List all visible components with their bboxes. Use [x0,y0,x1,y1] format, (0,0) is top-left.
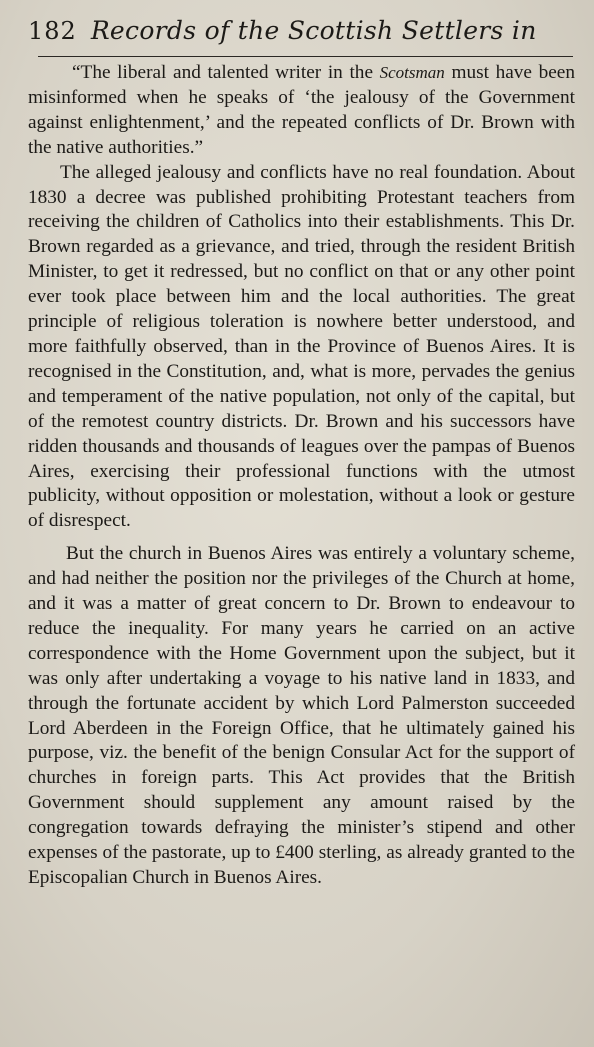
paragraph-toleration: The alleged jealousy and conflicts have no real foundation. About 1830 a decree was published prohibiting Protestant teachers from receiving the children of Catholics into their establishments. This Dr. Brown regarded as a grievance, and tried, through the resident British Minister, to get it redressed, but no conflict on that or any other point ever took place between him and the local authorities. The great principle of religious toleration is nowhere better understood, and more faithfully observed, than in the Province of Buenos Aires. It is recognised in the Constitution, and, what is more, pervades the genius and temperament of the native population, not only of the capital, but of the remotest country districts. Dr. Brown and his successors have ridden thousands and thousands of leagues over the pampas of Buenos Aires, exercising their professional functions with the utmost publicity, without opposition or molestation, without a look or gesture of disrespect. [28,161,575,532]
paragraph-church: But the church in Buenos Aires was entirely a voluntary scheme, and had neither the position nor the privileges of the Church at home, and it was a matter of great concern to Dr. Brown to endeavour to reduce the inequality. For many years he carried on an active correspondence with the Home Government upon the subject, but it was only after undertaking a voyage to his native land in 1833, and through the fortunate accident by which Lord Palmerston succeeded Lord Aberdeen in the Foreign Office, that he ultimately gained his purpose, viz. the benefit of the benign Consular Act for the support of churches in foreign parts. This Act provides that the British Government should supplement any amount raised by the congregation towards defraying the minister’s stipend and other expenses of the pastorate, up to £400 sterling, as already granted to the Episcopalian Church in Buenos Aires. [28,543,575,888]
newspaper-name: Scotsman [379,63,445,82]
header-rule [38,56,573,57]
paragraph-quote [28,61,575,161]
body-text [28,61,575,891]
page-number: 182 [28,17,77,45]
running-title: Records of the Scottish Settlers in [90,16,537,45]
paragraph-quote-end: must have been misinformed when he speaks of ‘the jealousy of the Government against enlightenment,’ and the repeated conflicts of Dr. Brown with the native authorities.” [28,62,575,158]
paragraph-quote-start: “The liberal and talented writer in the [72,62,380,83]
page-header [28,16,574,50]
